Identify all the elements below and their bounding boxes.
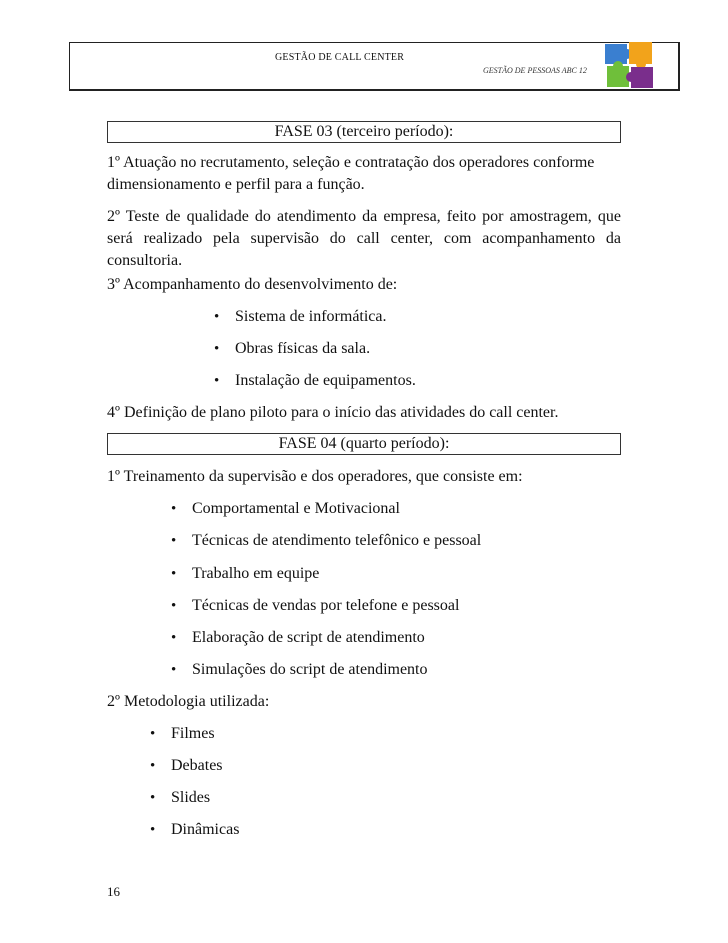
bullet-icon: •: [150, 790, 156, 806]
phase-3-heading: FASE 03 (terceiro período):: [107, 121, 621, 143]
phase4-item1: 1º Treinamento da supervisão e dos operadores, que consiste em:: [107, 468, 523, 485]
page-header: [69, 42, 680, 91]
phase4-item2: 2º Metodologia utilizada:: [107, 693, 270, 710]
bullet-icon: •: [214, 373, 220, 389]
phase3-item1-line1: 1º Atuação no recrutamento, seleção e contratação dos operadores conforme: [107, 154, 595, 171]
list-item: • Simulações do script de atendimento: [171, 659, 428, 681]
bullet-icon: •: [171, 630, 177, 646]
puzzle-logo-icon: [601, 40, 656, 90]
bullet-icon: •: [150, 822, 156, 838]
phase3-item3: 3º Acompanhamento do desenvolvimento de:: [107, 276, 398, 293]
list-item: • Filmes: [150, 723, 215, 745]
bullet-icon: •: [171, 598, 177, 614]
bullet-icon: •: [171, 501, 177, 517]
header-title: GESTÃO DE CALL CENTER: [275, 52, 405, 63]
page-number: 16: [107, 884, 120, 899]
header-subtitle: GESTÃO DE PESSOAS ABC 12: [483, 66, 587, 75]
list-item: • Trabalho em equipe: [171, 563, 319, 585]
bullet-icon: •: [150, 726, 156, 742]
bullet-icon: •: [171, 533, 177, 549]
phase3-item4: 4º Definição de plano piloto para o início das atividades do call center.: [107, 404, 559, 421]
list-item: • Debates: [150, 755, 223, 777]
bullet-icon: •: [214, 309, 220, 325]
bullet-icon: •: [171, 566, 177, 582]
list-item: • Elaboração de script de atendimento: [171, 627, 425, 649]
bullet-icon: •: [214, 341, 220, 357]
list-item: • Slides: [150, 787, 210, 809]
list-item: • Instalação de equipamentos.: [214, 370, 416, 392]
bullet-icon: •: [150, 758, 156, 774]
phase3-item2: 2º Teste de qualidade do atendimento da empresa, feito por amostragem, que será realizado pela supervisão do call center, com acompanhamento da consultoria.: [107, 208, 621, 269]
bullet-icon: •: [171, 662, 177, 678]
phase3-item1-line2: dimensionamento e perfil para a função.: [107, 176, 365, 193]
list-item: • Dinâmicas: [150, 819, 239, 841]
list-item: • Técnicas de atendimento telefônico e pessoal: [171, 530, 481, 552]
phase-4-heading: FASE 04 (quarto período):: [107, 433, 621, 455]
list-item: • Sistema de informática.: [214, 306, 387, 328]
list-item: • Obras físicas da sala.: [214, 338, 370, 360]
list-item: • Técnicas de vendas por telefone e pessoal: [171, 595, 459, 617]
list-item: • Comportamental e Motivacional: [171, 498, 400, 520]
